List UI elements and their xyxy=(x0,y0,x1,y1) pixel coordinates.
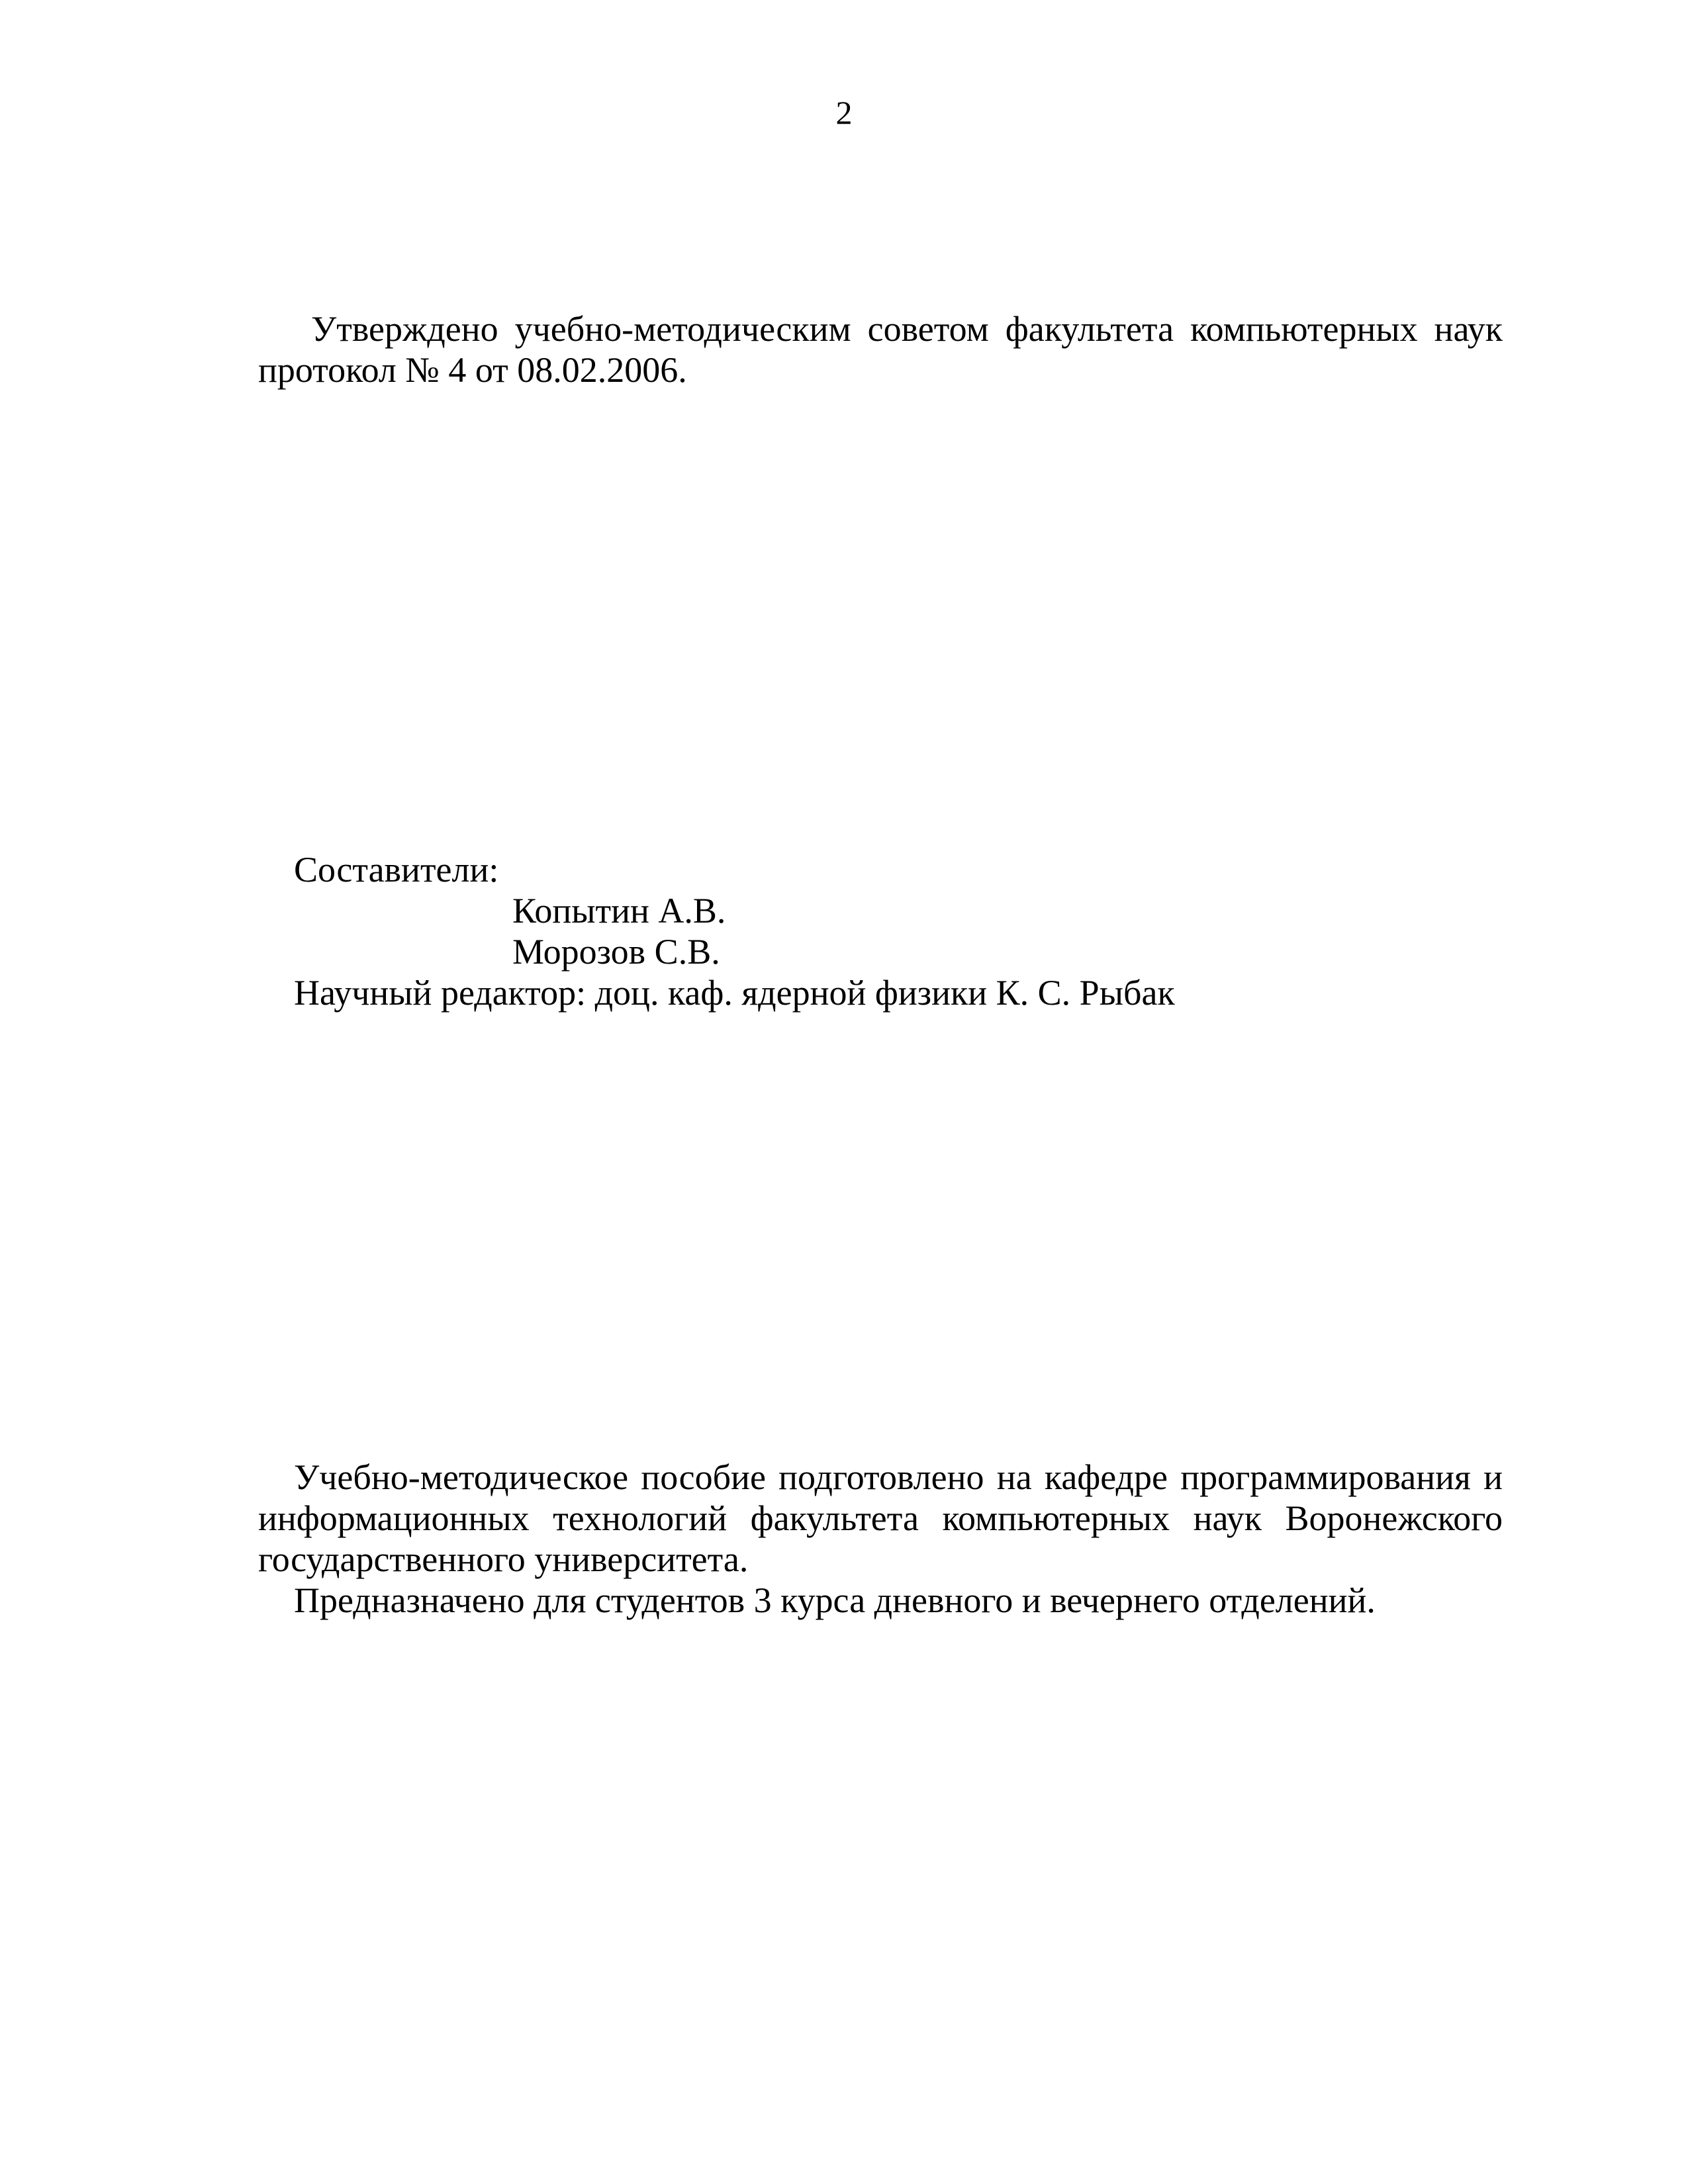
page-number: 2 xyxy=(835,94,853,131)
authors-block xyxy=(294,849,1503,1013)
author-name: Копытин А.В. xyxy=(512,891,726,931)
author-name: Морозов С.В. xyxy=(512,932,720,972)
description-block xyxy=(258,1457,1503,1621)
scientific-editor: Научный редактор: доц. каф. ядерной физики К. С. Рыбак xyxy=(294,973,1175,1013)
approval-statement: Утверждено учебно-методическим советом факультета компьютерных наук протокол № 4 от 08.02.2006. xyxy=(258,309,1503,390)
purpose-paragraph: Предназначено для студентов 3 курса дневного и вечернего отделений. xyxy=(294,1580,1376,1620)
description-paragraph: Учебно-методическое пособие подготовлено на кафедре программирования и информационных технологий факультета компьютерных наук Воронежского государственного университета. xyxy=(258,1457,1503,1579)
authors-label: Составители: xyxy=(294,850,499,889)
